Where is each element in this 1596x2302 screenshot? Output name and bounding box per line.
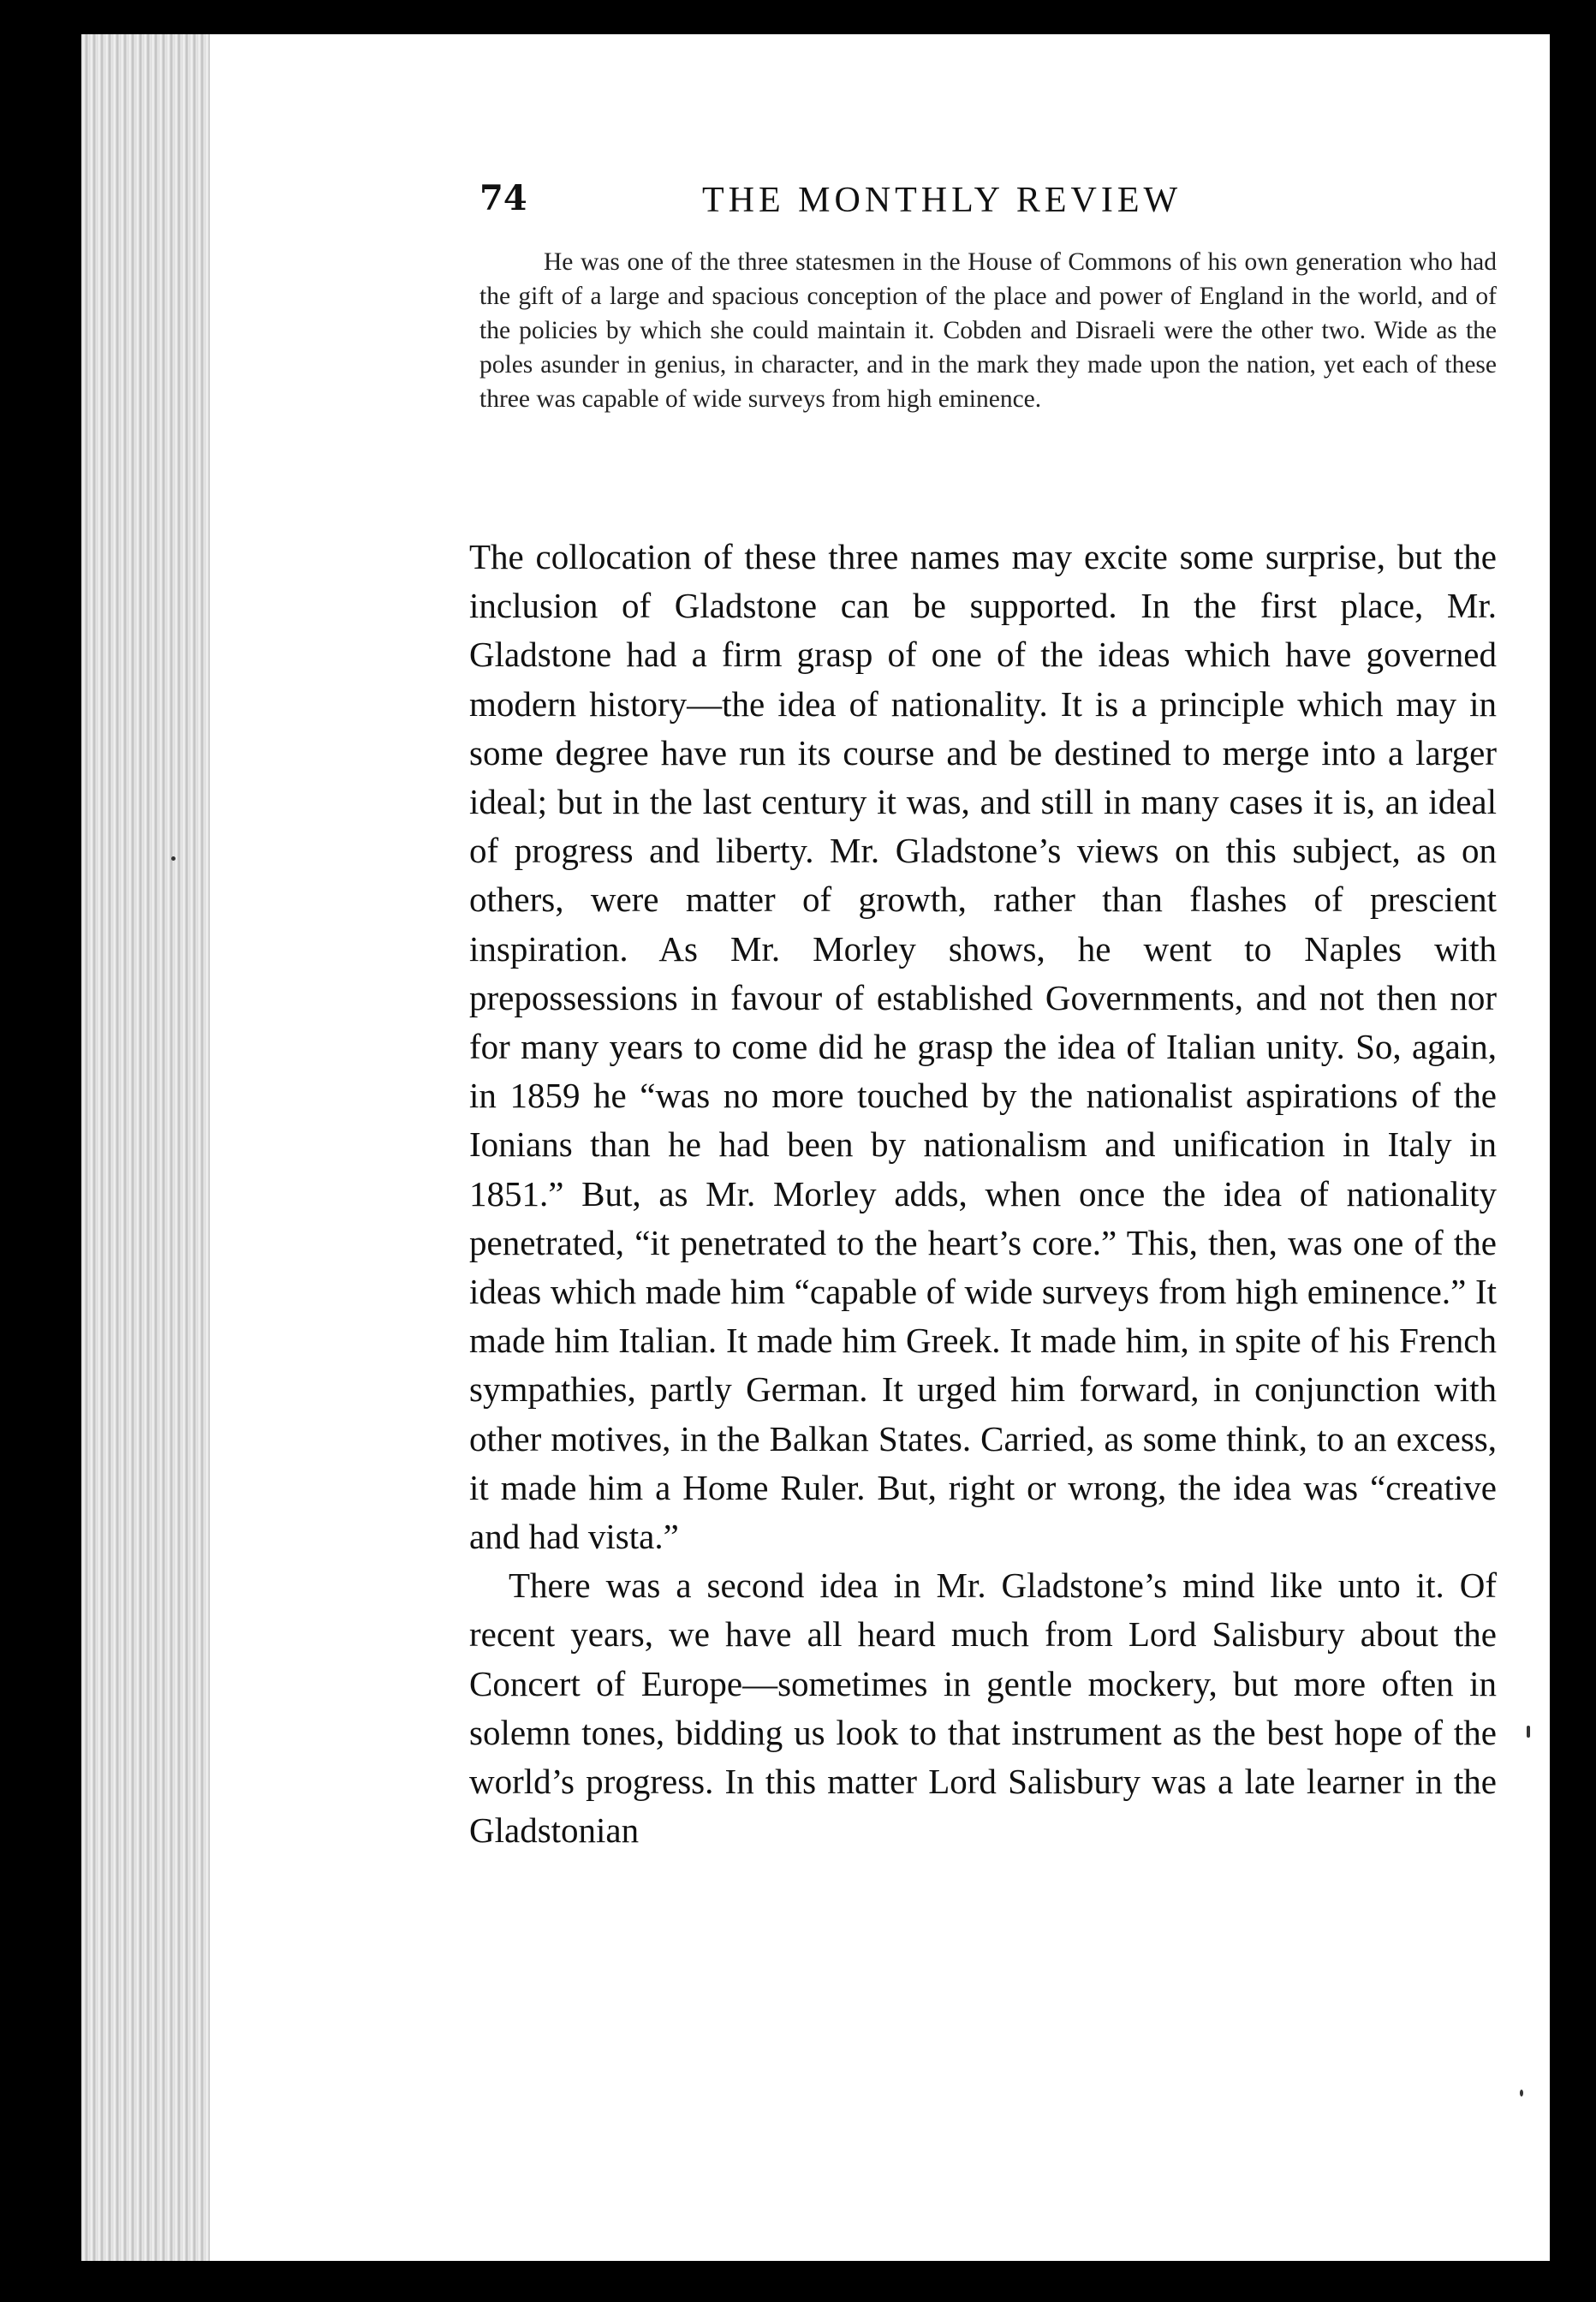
page-number: 74 [479,178,527,218]
scan-speck [1520,2090,1523,2096]
paragraph-1: The collocation of these three names may excite some surprise, but the inclusion of Gladstone can be supported. In the first place, Mr. Gladstone had a firm grasp of one of the ideas which have governed modern history—the idea of nationality. It is a principle which may in some degree have run its course and be destined to merge into a larger ideal; but in the last century it was, and still in many cases it is, an ideal of progress and liberty. Mr. Gladstone’s views on this subject, as on others, were matter of growth, rather than flashes of prescient inspiration. As Mr. Morley shows, he went to Naples with prepossessions in favour of established Governments, and not then nor for many years to come did he grasp the idea of Italian unity. So, again, in 1859 he “was no more touched by the nationalist aspirations of the Ionians than he had been by nationalism and unification in Italy in 1851.” But, as Mr. Morley adds, when once the idea of nationality penetrated, “it penetrated to the heart’s core.” This, then, was one of the ideas which made him “capable of wide surveys from high eminence.” It made him Italian. It made him Greek. It made him, in spite of his French sympathies, partly German. It urged him forward, in conjunction with other motives, in the Balkan States. Carried, as some think, to an excess, it made him a Home Ruler. But, right or wrong, the idea was “creative and had vista.” [469,537,1497,1557]
body-text [469,533,1497,1855]
scan-border [1550,34,1596,2302]
scan-speck [1527,1726,1530,1738]
page-edges [81,34,210,2261]
paragraph-2: There was a second idea in Mr. Gladstone’s mind like unto it. Of recent years, we have all heard much from Lord Salisbury about the Concert of Europe—sometimes in gentle mockery, but more often in solemn tones, bidding us look to that instrument as the best hope of the world’s progress. In this matter Lord Salisbury was a late learner in the Gladstonian [469,1565,1497,1851]
running-head: THE MONTHLY REVIEW [702,181,1182,220]
quote-text: He was one of the three statesmen in the House of Commons of his own generation who had the gift of a large and spacious conception of the place and power of England in the world, and of the policies by which she could maintain it. Cobden and Disraeli were the other two. Wide as the poles asunder in genius, in character, and in the mark they made upon the nation, yet each of these three was capable of wide surveys from high eminence. [479,248,1497,413]
scan-speck [171,856,176,861]
block-quote [479,245,1497,416]
